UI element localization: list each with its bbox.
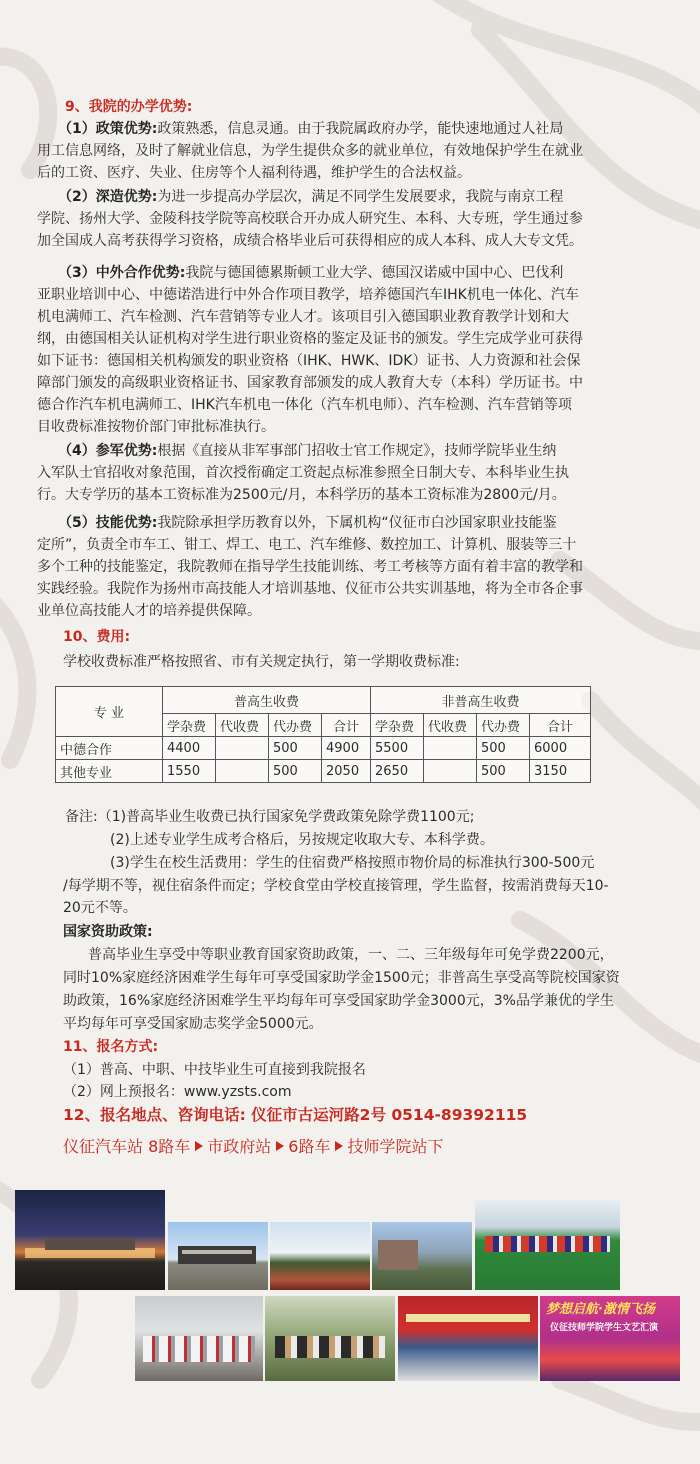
skill-advantage-heading: （5）技能优势: (58, 515, 158, 531)
table-cell (424, 737, 477, 760)
paragraph-line: 如下证书：德国相关机构颁发的职业资格（IHK、HWK、IDK）证书、人力资源和社会保 (37, 353, 581, 369)
column-header: 学杂费 (371, 714, 424, 737)
non-gaozhong-fee-header: 非普高生收费 (371, 687, 591, 714)
aid-policy-line: 普高毕业生享受中等职业教育国家资助政策，一、二、三年级每年可免学费2200元， (88, 947, 614, 963)
row-name: 中德合作 (56, 737, 163, 760)
registration-method-1: （1）普高、中职、中技毕业生可直接到我院报名 (63, 1062, 366, 1078)
route-stop: 市政府站 (207, 1137, 272, 1156)
route-stop: 6路车 (288, 1137, 331, 1156)
table-cell: 1550 (163, 760, 216, 783)
arrow-right-icon (195, 1141, 203, 1151)
table-cell: 500 (269, 760, 322, 783)
table-cell: 6000 (530, 737, 591, 760)
military-advantage-heading: （4）参军优势: (58, 443, 158, 459)
skill-advantage-line: （5）技能优势:我院除承担学历教育以外，下属机构“仪征市白沙国家职业技能鉴 (58, 515, 557, 531)
paragraph-line: 障部门颁发的高级职业资格证书、国家教育部颁发的成人教育大专（本科）学历证书。中 (37, 375, 583, 391)
row-name: 其他专业 (56, 760, 163, 783)
military-advantage-line: （4）参军优势:根据《直接从非军事部门招收士官工作规定》，技师学院毕业生纳 (58, 443, 557, 459)
football-team-photo (475, 1200, 620, 1290)
policy-advantage-heading: （1）政策优势: (58, 121, 158, 137)
registration-method-2: （2）网上预报名：www.yzsts.com (63, 1084, 292, 1100)
paragraph-line: 实践经验。我院作为扬州市高技能人才培训基地、仪征市公共实训基地，将为全市各企事 (37, 581, 583, 597)
note-3: (3)学生在校生活费用：学生的住宿费严格按照市物价局的标准执行300-500元 (110, 855, 595, 871)
column-header: 合计 (530, 714, 591, 737)
note-3-continued: 20元不等。 (63, 900, 137, 916)
note-3-continued: /每学期不等，视住宿条件而定；学校食堂由学校直接管理，学生监督，按需消费每天10- (63, 878, 609, 894)
study-advantage-line: （2）深造优势:为进一步提高办学层次，满足不同学生发展要求，我院与南京工程 (58, 189, 564, 205)
paragraph-line: 学院、扬州大学、金陵科技学院等高校联合开办成人研究生、本科、大专班，学生通过参 (37, 211, 583, 227)
table-cell: 500 (269, 737, 322, 760)
paragraph-line: 后的工资、医疗、失业、住房等个人福利待遇，维护学生的合法权益。 (37, 165, 471, 181)
aid-policy-line: 助政策，16%家庭经济困难学生平均每年可享受国家助学金3000元，3%品学兼优的学生 (63, 993, 614, 1009)
arrow-right-icon (276, 1141, 284, 1151)
paragraph-line: 机电满师工、汽车检测、汽车营销等专业人才。该项目引入德国职业教育教学计划和大 (37, 309, 569, 325)
paragraph-line: 亚职业培训中心、中德诺浩进行中外合作项目教学，培养德国汽车IHK机电一体化、汽车 (37, 287, 579, 303)
table-row (56, 737, 591, 760)
paragraph-line: 多个工种的技能鉴定，我院教师在指导学生技能训练、考工考核等方面有着丰富的教学和 (37, 559, 583, 575)
column-header: 代收费 (424, 714, 477, 737)
note-2: (2)上述专业学生成考合格后，另按规定收取大专、本科学费。 (110, 832, 494, 848)
major-header: 专 业 (56, 687, 163, 737)
bus-route (63, 1136, 444, 1158)
column-header: 合计 (322, 714, 371, 737)
arrow-right-icon (335, 1141, 343, 1151)
exhibition-performance-photo (398, 1296, 538, 1381)
section-11-title: 11、报名方式: (63, 1039, 159, 1055)
paragraph-line: 德合作汽车机电满师工、IHK汽车机电一体化（汽车机电师）、汽车检测、汽车营销等项 (37, 397, 572, 413)
aid-policy-title: 国家资助政策: (63, 924, 153, 940)
martial-arts-photo (135, 1296, 263, 1381)
guitar-students-photo (265, 1296, 395, 1381)
paragraph-line: 业单位高技能人才的培养提供保障。 (37, 603, 261, 619)
section-9-title: 9、我院的办学优势: (65, 99, 193, 115)
paragraph-line: 行。大专学历的基本工资标准为2500元/月，本科学历的基本工资标准为2800元/月。 (37, 487, 566, 503)
paragraph-line: 加全国成人高考获得学习资格，成绩合格毕业后可获得相应的成人本科、成人大专文凭。 (37, 233, 583, 249)
column-header: 代办费 (477, 714, 530, 737)
art-show-photo (540, 1296, 680, 1381)
column-header: 代收费 (216, 714, 269, 737)
aid-policy-line: 平均每年可享受国家励志奖学金5000元。 (63, 1016, 323, 1032)
campus-night-photo (15, 1190, 165, 1290)
table-cell: 3150 (530, 760, 591, 783)
gaozhong-fee-header: 普高生收费 (163, 687, 371, 714)
table-cell (216, 737, 269, 760)
table-cell: 500 (477, 737, 530, 760)
campus-aerial-photo (372, 1222, 472, 1290)
note-1: 备注:（1)普高毕业生收费已执行国家免学费政策免除学费1100元; (65, 809, 475, 825)
table-cell: 500 (477, 760, 530, 783)
column-header: 学杂费 (163, 714, 216, 737)
table-row (56, 760, 591, 783)
study-advantage-heading: （2）深造优势: (58, 189, 158, 205)
table-cell (424, 760, 477, 783)
policy-advantage-line: （1）政策优势:政策熟悉，信息灵通。由于我院属政府办学，能快速地通过人社局 (58, 121, 564, 137)
route-stop: 技师学院站下 (347, 1137, 444, 1156)
paragraph-line: 入军队士官招收对象范围，首次授衔确定工资起点标准参照全日制大专、本科毕业生执 (37, 465, 569, 481)
table-cell: 4900 (322, 737, 371, 760)
banner-subtitle: 仪征技师学院学生文艺汇演 (550, 1323, 659, 1333)
address-phone: 12、报名地点、咨询电话: 仪征市古运河路2号 0514-89392115 (63, 1106, 528, 1124)
banner-title: 梦想启航·激情飞扬 (546, 1302, 655, 1317)
paragraph-line: 定所”，负责全市车工、钳工、焊工、电工、汽车维修、数控加工、计算机、服装等三十 (37, 537, 577, 553)
table-cell: 4400 (163, 737, 216, 760)
section-10-title: 10、费用: (63, 629, 131, 645)
column-header: 代办费 (269, 714, 322, 737)
route-stop: 仪征汽车站 8路车 (63, 1137, 191, 1156)
paragraph-line: 纲，由德国相关认证机构对学生进行职业资格的鉴定及证书的颁发。学生完成学业可获得 (37, 331, 583, 347)
table-cell: 2050 (322, 760, 371, 783)
paragraph-line: 目收费标准按物价部门审批标准执行。 (37, 419, 275, 435)
fee-table (55, 686, 591, 783)
cooperation-advantage-line: （3）中外合作优势:我院与德国德累斯顿工业大学、德国汉诺威中国中心、巴伐利 (58, 265, 564, 281)
table-cell: 2650 (371, 760, 424, 783)
fee-intro: 学校收费标准严格按照省、市有关规定执行，第一学期收费标准: (63, 654, 460, 670)
sports-field-photo (270, 1222, 370, 1290)
paragraph-line: 用工信息网络，及时了解就业信息，为学生提供众多的就业单位，有效地保护学生在就业 (37, 143, 583, 159)
table-cell: 5500 (371, 737, 424, 760)
aid-policy-line: 同时10%家庭经济困难学生每年可享受国家助学金1500元；非普高生享受高等院校国家资 (63, 970, 620, 986)
cooperation-advantage-heading: （3）中外合作优势: (58, 265, 186, 281)
campus-building-photo (168, 1222, 268, 1290)
table-cell (216, 760, 269, 783)
